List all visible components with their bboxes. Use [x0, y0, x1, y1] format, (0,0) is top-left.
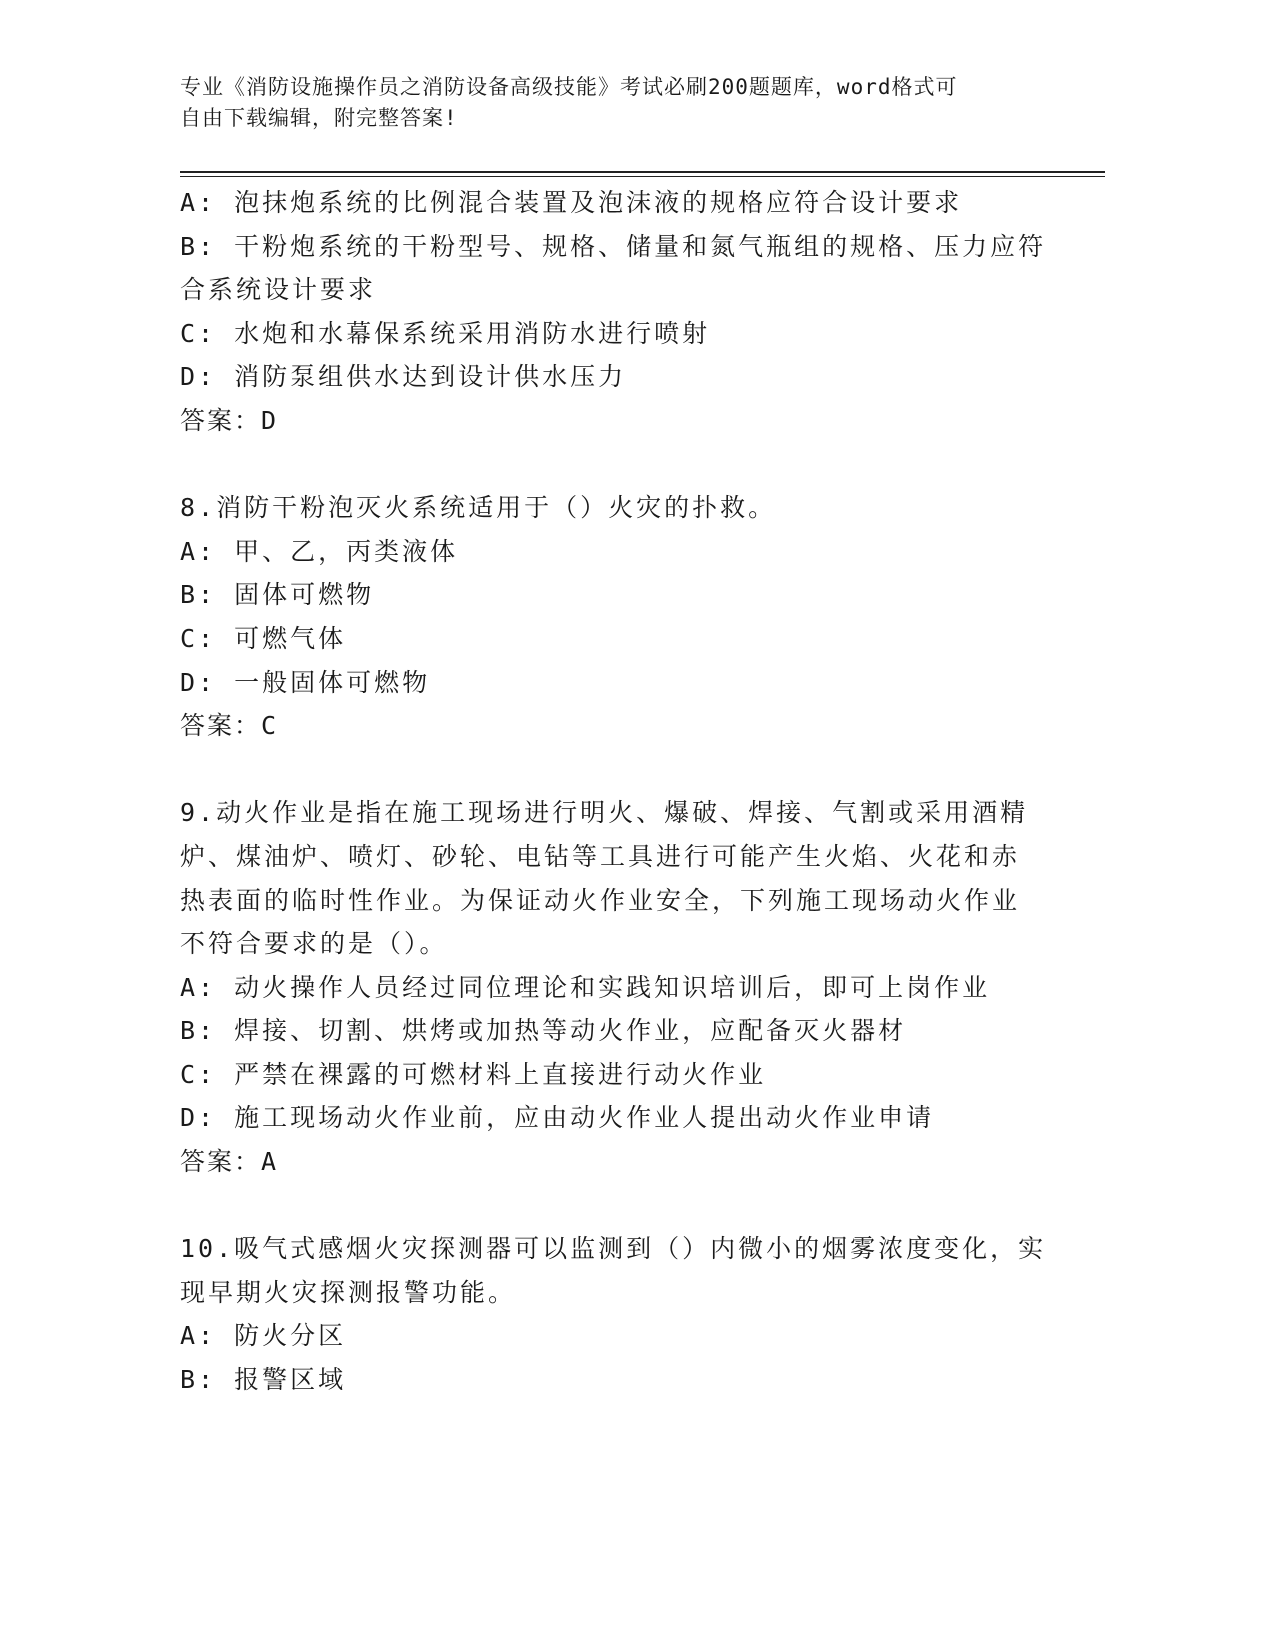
question-block-10 — [180, 1227, 1047, 1401]
answer-line: 答案：A — [180, 1147, 279, 1177]
option-c: C: 水炮和水幕保系统采用消防水进行喷射 — [180, 318, 711, 348]
spacer — [180, 748, 1040, 792]
spacer — [180, 443, 1040, 487]
option-b: B: 固体可燃物 — [180, 580, 375, 610]
spacer — [180, 1184, 1040, 1228]
question-stem-line: 不符合要求的是（）。 — [180, 929, 448, 959]
document-header — [180, 72, 1040, 134]
document-body — [180, 181, 1047, 1402]
option-c: C: 严禁在裸露的可燃材料上直接进行动火作业 — [180, 1059, 767, 1089]
option-b: B: 报警区域 — [180, 1365, 347, 1395]
header-line-1: 专业《消防设施操作员之消防设备高级技能》考试必刷200题题库，word格式可 — [180, 75, 958, 99]
answer-line: 答案：C — [180, 711, 279, 741]
header-divider-thick — [180, 171, 1105, 173]
question-stem: 8.消防干粉泡灭火系统适用于（）火灾的扑救。 — [180, 493, 777, 523]
answer-line: 答案：D — [180, 405, 279, 435]
option-a: A: 防火分区 — [180, 1321, 347, 1351]
option-b: B: 干粉炮系统的干粉型号、规格、储量和氮气瓶组的规格、压力应符 — [180, 231, 1047, 261]
option-d: D: 一般固体可燃物 — [180, 667, 431, 697]
option-a: A: 泡抹炮系统的比例混合装置及泡沫液的规格应符合设计要求 — [180, 188, 963, 217]
option-a: A: 动火操作人员经过同位理论和实践知识培训后，即可上岗作业 — [180, 972, 991, 1002]
question-stem-line: 热表面的临时性作业。为保证动火作业安全，下列施工现场动火作业 — [180, 885, 1021, 915]
question-stem-line: 10.吸气式感烟火灾探测器可以监测到（）内微小的烟雾浓度变化，实 — [180, 1234, 1047, 1264]
header-divider-thin — [180, 176, 1105, 177]
header-line-2: 自由下载编辑，附完整答案! — [180, 106, 458, 130]
option-d: D: 消防泵组供水达到设计供水压力 — [180, 362, 627, 392]
question-stem-line: 炉、煤油炉、喷灯、砂轮、电钻等工具进行可能产生火焰、火花和赤 — [180, 841, 1021, 871]
option-b-continued: 合系统设计要求 — [180, 275, 377, 305]
question-stem-line: 9.动火作业是指在施工现场进行明火、爆破、焊接、气割或采用酒精 — [180, 798, 1029, 828]
question-block-7 — [180, 181, 1047, 443]
option-d: D: 施工现场动火作业前，应由动火作业人提出动火作业申请 — [180, 1103, 935, 1133]
question-stem-line: 现早期火灾探测报警功能。 — [180, 1277, 517, 1307]
option-b: B: 焊接、切割、烘烤或加热等动火作业，应配备灭火器材 — [180, 1016, 907, 1046]
option-c: C: 可燃气体 — [180, 623, 347, 653]
option-a: A: 甲、乙，丙类液体 — [180, 536, 459, 566]
question-block-8 — [180, 486, 1040, 748]
question-block-9 — [180, 791, 1040, 1183]
